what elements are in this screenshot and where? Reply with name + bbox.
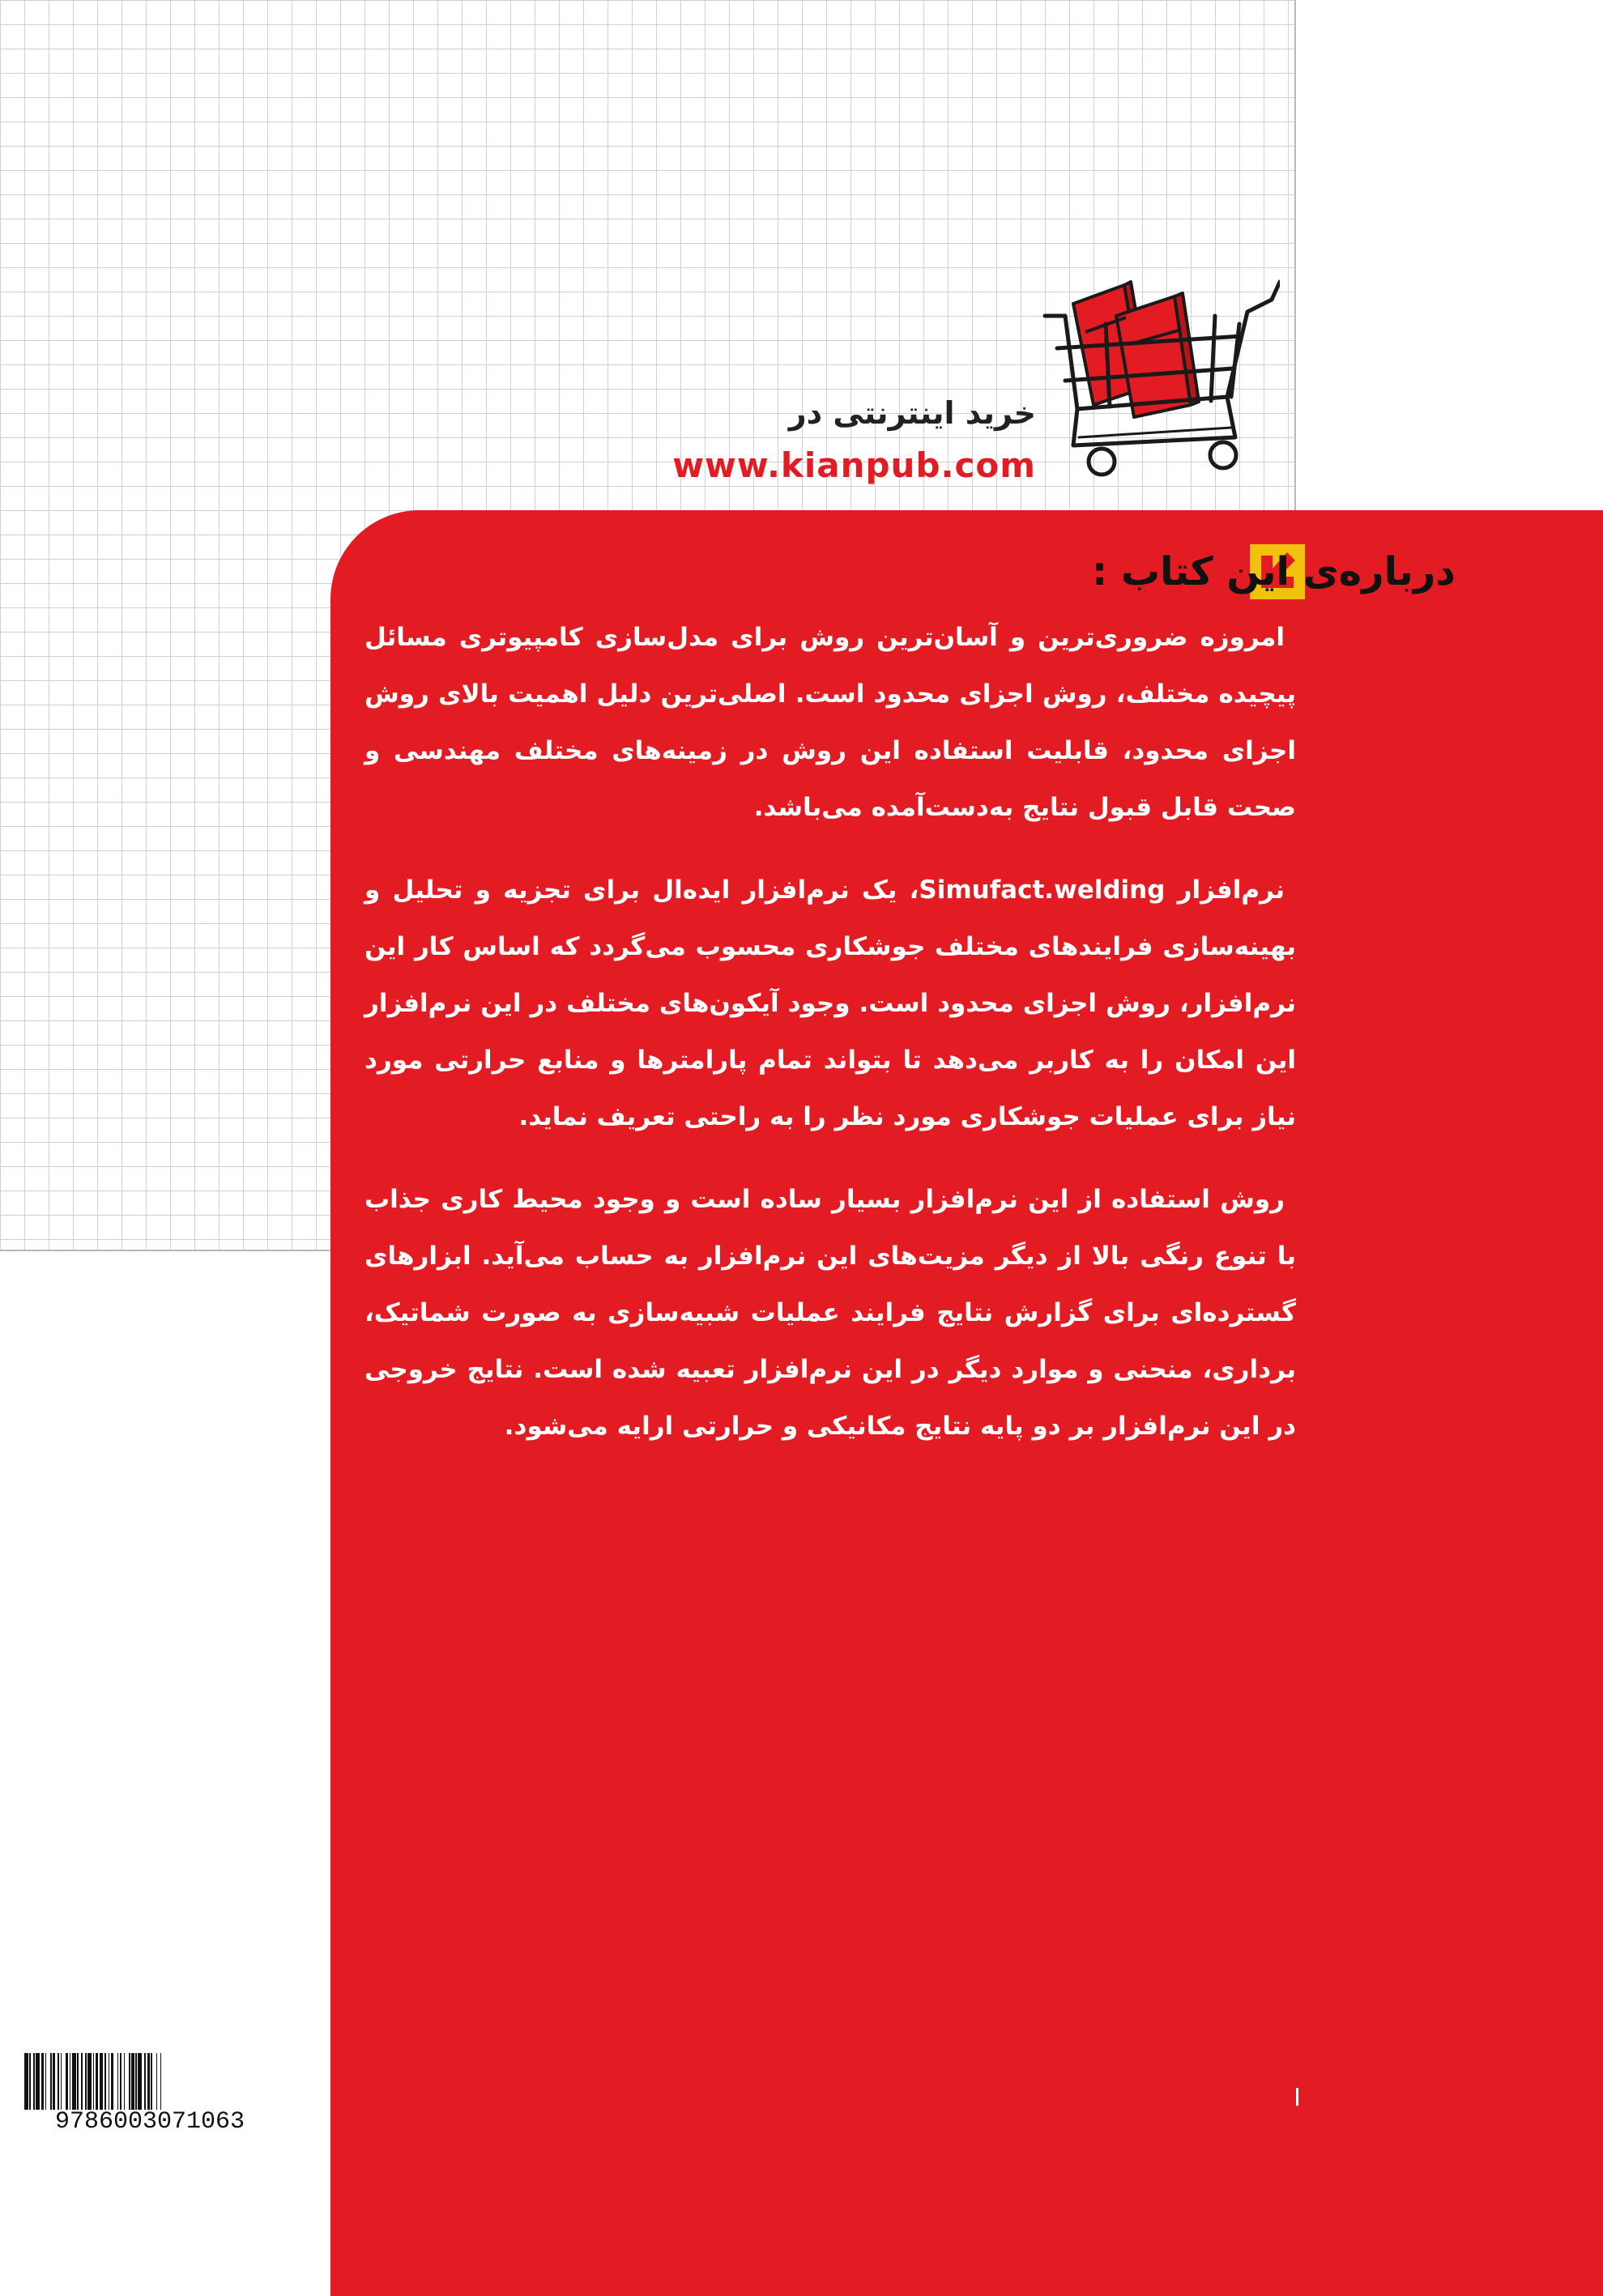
isbn-number: 9786003071063	[54, 2108, 245, 2136]
about-book-text	[365, 609, 1296, 1480]
website-url[interactable]: www.kianpub.com	[672, 445, 1036, 485]
paragraph-2: نرم‌افزار Simufact.welding، یک نرم‌افزار ایده‌ال برای تجزیه و تحلیل و بهینه‌سازی فرایندهای مختلف جوشکاری محسوب می‌گردد که اساس کار این نرم‌افزار، روش اجزای محدود است. وجود آیکون‌های مختلف در این نرم‌افزار این امکان را به کاربر می‌دهد تا بتواند تمام پارامترها و منابع حرارتی مورد نیاز برای عملیات جوشکاری مورد نظر را به راحتی تعریف نماید.	[365, 875, 1296, 1131]
paragraph-1: امروزه ضروری‌ترین و آسان‌ترین روش برای مدل‌سازی کامپیوتری مسائل پیچیده مختلف، روش اجزای محدود است. اصلی‌ترین دلیل اهمیت بالای روش اجزای محدود، قابلیت استفاده این روش در زمینه‌های مختلف مهندسی و صحت قابل قبول نتایج به‌دست‌آمده می‌باشد.	[365, 623, 1296, 822]
paragraph-3: روش استفاده از این نرم‌افزار بسیار ساده است و وجود محیط کاری جذاب با تنوع رنگی بالا از دیگر مزیت‌های این نرم‌افزار به حساب می‌آید. ابزارهای گسترده‌ای برای گزارش نتایج فرایند عملیات شبیه‌سازی به صورت شماتیک، برداری، منحنی و موارد دیگر در این نرم‌افزار تعبیه شده است. نتایج خروجی در این نرم‌افزار بر دو پایه نتایج مکانیکی و حرارتی ارایه می‌شود.	[365, 1185, 1296, 1441]
page-mark	[1296, 2088, 1298, 2106]
isbn-barcode	[24, 2053, 275, 2134]
barcode-bar	[161, 2053, 163, 2110]
about-book-heading: درباره‌ی این کتاب :	[1091, 549, 1456, 594]
barcode-bars	[24, 2053, 275, 2110]
shopping-cart-books-icon	[1029, 267, 1280, 486]
online-purchase-label: خرید اینترنتی در	[788, 395, 1036, 431]
